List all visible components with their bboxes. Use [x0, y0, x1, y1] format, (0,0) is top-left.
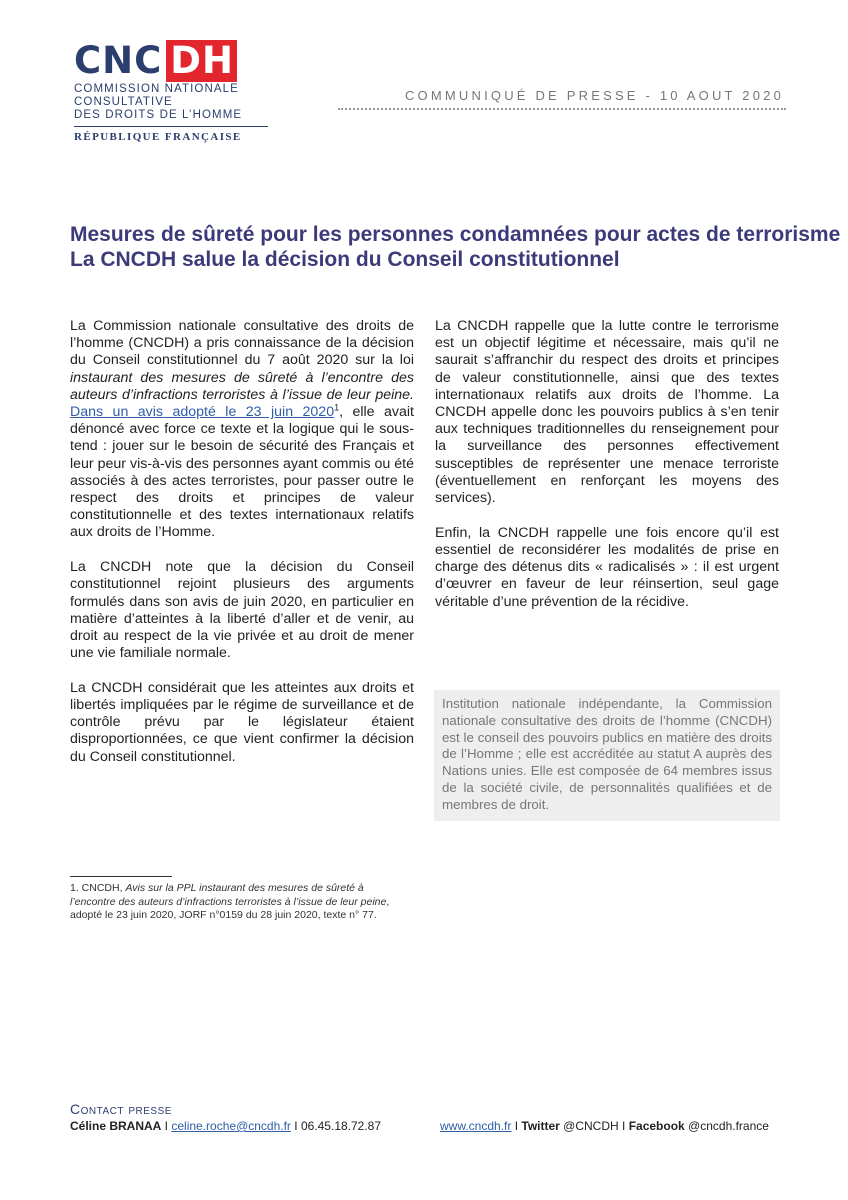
- logo-cnc: CNC: [74, 39, 163, 82]
- social-links: [440, 1119, 769, 1133]
- separator: I: [161, 1119, 172, 1133]
- institution-info-box: Institution nationale indépendante, la Commission nationale consultative des droits de l’homme (CNCDH) est le conseil des pouvoirs publics en matière des droits de l’Homme ; elle est accréditée au statut A auprès des Nations unies. Elle est composée de 64 membres issus de la société civile, de personnalités qualifiées et de membres de droit.: [434, 690, 780, 821]
- law-title: instaurant des mesures de sûreté à l’encontre des auteurs d’infractions terroristes à l’issue de leur peine.: [70, 369, 414, 403]
- contact-phone: 06.45.18.72.87: [300, 1119, 382, 1133]
- cncdh-logo: [74, 40, 270, 143]
- contact-email-link[interactable]: celine.roche@cncdh.fr: [171, 1119, 291, 1133]
- separator: I: [290, 1119, 301, 1133]
- logo-republique: RÉPUBLIQUE FRANÇAISE: [74, 131, 242, 143]
- logo-line-1: COMMISSION NATIONALE: [74, 83, 239, 95]
- footnote-text: , adopté le 23 juin 2020, JORF n°0159 du 28 juin 2020, texte n° 77.: [70, 895, 390, 921]
- logo-line-3: DES DROITS DE L’HOMME: [74, 109, 243, 121]
- right-column: [435, 318, 779, 628]
- footnote-number: 1. CNCDH,: [70, 882, 126, 894]
- logo-wordmark: [74, 40, 270, 82]
- paragraph-text: , elle avait dénoncé avec force ce texte et la logique qui le sous-tend : jouer sur le besoin de sécurité des Français et leur peur vis-à-vis des personnes ayant commis ou été associés à des actes terroristes, pour passer outre le respect des droits et principes de valeur constitutionnelle et des textes internationaux relatifs aux droits de l’Homme.: [70, 404, 414, 541]
- separator: I: [511, 1119, 522, 1133]
- left-paragraph-2: La CNCDH note que la décision du Conseil constitutionnel rejoint plusieurs des arguments formulés dans son avis de juin 2020, en particulier en matière d’atteintes à la liberté d’aller et de venir, au droit au respect de la vie privée et au droit de mener une vie familiale normale.: [70, 559, 414, 662]
- logo-dh: DH: [166, 40, 237, 82]
- twitter-label: Twitter: [521, 1119, 560, 1133]
- footnote-divider: [70, 876, 172, 877]
- left-paragraph-3: La CNCDH considérait que les atteintes aux droits et libertés impliquées par le régime de surveillance et de contrôle prévu par le législateur étaient disproportionnées, ce que vient confirmer la décision du Conseil constitutionnel.: [70, 679, 414, 765]
- title-line-1: Mesures de sûreté pour les personnes condamnées pour actes de terrorisme: [70, 223, 841, 246]
- left-paragraph-1: [70, 318, 414, 542]
- contact-name: Céline BRANAA: [70, 1119, 162, 1133]
- left-column: [70, 318, 414, 783]
- footnote-ref[interactable]: 1: [334, 402, 340, 413]
- avis-link[interactable]: Dans un avis adopté le 23 juin 2020: [70, 404, 335, 421]
- footnote-title: Avis sur la PPL instaurant des mesures de sûreté à l’encontre des auteurs d’infractions terroristes à l’issue de leur peine: [70, 882, 387, 908]
- logo-line-2: CONSULTATIVE: [74, 96, 173, 108]
- website-link[interactable]: www.cncdh.fr: [440, 1119, 512, 1133]
- twitter-handle[interactable]: @CNCDH: [559, 1119, 619, 1133]
- contact-details: [70, 1119, 381, 1133]
- right-paragraph-1: La CNCDH rappelle que la lutte contre le terrorisme est un objectif légitime et nécessaire, mais qu’il ne saurait s’affranchir du respect des droits et principes de valeur constitutionnelle, ainsi que des textes internationaux relatifs aux droits de l’homme. La CNCDH appelle donc les pouvoirs publics à s’en tenir aux techniques traditionnelles du renseignement pour la surveillance des personnes effectivement susceptibles de représenter une menace terroriste (éventuellement en renforçant les moyens des services).: [435, 318, 779, 507]
- dotted-divider: [338, 108, 786, 110]
- title-line-2: La CNCDH salue la décision du Conseil constitutionnel: [70, 248, 620, 271]
- contact-heading: Contact presse: [70, 1101, 172, 1117]
- facebook-label: Facebook: [628, 1119, 685, 1133]
- separator: I: [618, 1119, 629, 1133]
- facebook-handle[interactable]: @cncdh.france: [684, 1119, 769, 1133]
- footnote: [70, 882, 390, 923]
- document-title: [70, 222, 841, 272]
- press-release-date: COMMUNIQUÉ DE PRESSE - 10 AOUT 2020: [404, 88, 784, 103]
- paragraph-text: La Commission nationale consultative des droits de l’homme (CNCDH) a pris connaissance de la décision du Conseil constitutionnel du 7 août 2020 sur la loi: [70, 318, 414, 369]
- right-paragraph-2: Enfin, la CNCDH rappelle une fois encore qu’il est essentiel de reconsidérer les modalités de prise en charge des détenus dits « radicalisés » : il est urgent d’œuvrer en faveur de leur réinsertion, seul gage véritable d’une prévention de la récidive.: [435, 524, 779, 610]
- logo-divider: [74, 126, 268, 127]
